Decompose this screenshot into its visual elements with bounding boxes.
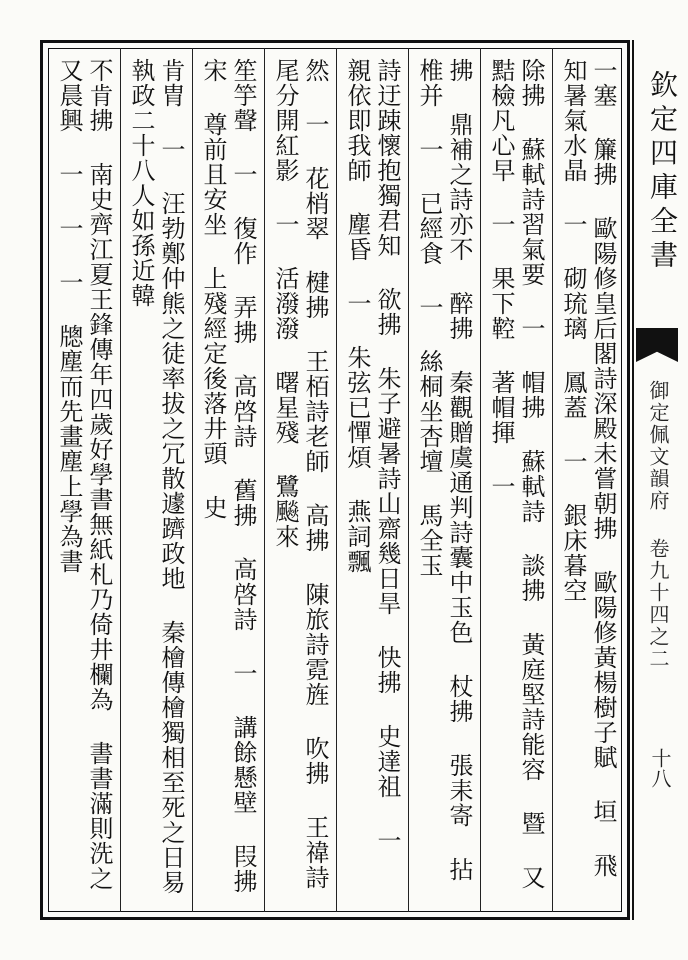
column-divider [120, 48, 121, 912]
fishtail-mark-upper [636, 328, 678, 362]
text-column-8: 不肯拂 南史齊江夏王鋒傳年四歲好學書無紙札乃倚井欄為 書書滿則洗之又晨興 一 一 一 牕塵而先畫塵上學為書 [55, 58, 113, 891]
margin-banner [632, 40, 678, 920]
column-divider [408, 48, 409, 912]
column-divider [264, 48, 265, 912]
column-divider [336, 48, 337, 912]
page-number: 十八 [648, 748, 672, 788]
text-column-6: 笙竽聲 一 復作 弄拂 高啓詩 舊拂 高啓詩 一 講餘懸壁 叚拂 宋 尊前且安坐 上殘經定後落井頭 史 [199, 58, 257, 894]
text-column-5: 然 一 花梢翠 楗拂 王栢詩老師 高拂 陳旅詩霓旌 吹拂 王禕詩 尾分開紅影 一 活潑潑 曙星殘 鷺飈來 [271, 58, 329, 890]
text-column-7: 肯胄 一 汪勃鄭仲熊之徒率拔之冗散遽躋政地 秦檜傳檜獨相至死之日易執政二十八人如孫近韓 [127, 58, 185, 895]
column-divider [192, 48, 193, 912]
book-title: 欽定四庫全書 [646, 70, 679, 274]
column-divider [480, 48, 481, 912]
column-divider [552, 48, 553, 912]
text-column-3: 拂 鼎補之詩亦不 醉拂 秦觀贈虞通判詩囊中玉色 杖拂 張耒寄 拈椎并 一 已經食 一 絲桐坐杏壇 馬全玉 [415, 58, 473, 882]
text-column-4: 詩迂踈懷抱獨君知 欲拂 朱子避暑詩山齋幾日旱 快拂 史達祖 一 親依即我師 塵昏 一 朱弦已憚煩 燕詞飄 [343, 58, 401, 853]
text-column-1: 一塞 簾拂 歐陽修皇后閣詩深殿未嘗朝拂 歐陽修黃楊樹子賦 垣 飛 知暑氣水晶 一 砌琉璃 鳳蓋 一 銀床暮空 [559, 58, 617, 878]
text-column-2: 除拂 蘇軾詩習氣要 一 帽拂 蘇軾詩 談拂 黃庭堅詩能容 暨 又黠檢凡心早 一 果下鞚 著帽揮 一 [487, 58, 545, 890]
volume-label: 御定佩文韻府 卷九十四之二 [646, 380, 670, 670]
